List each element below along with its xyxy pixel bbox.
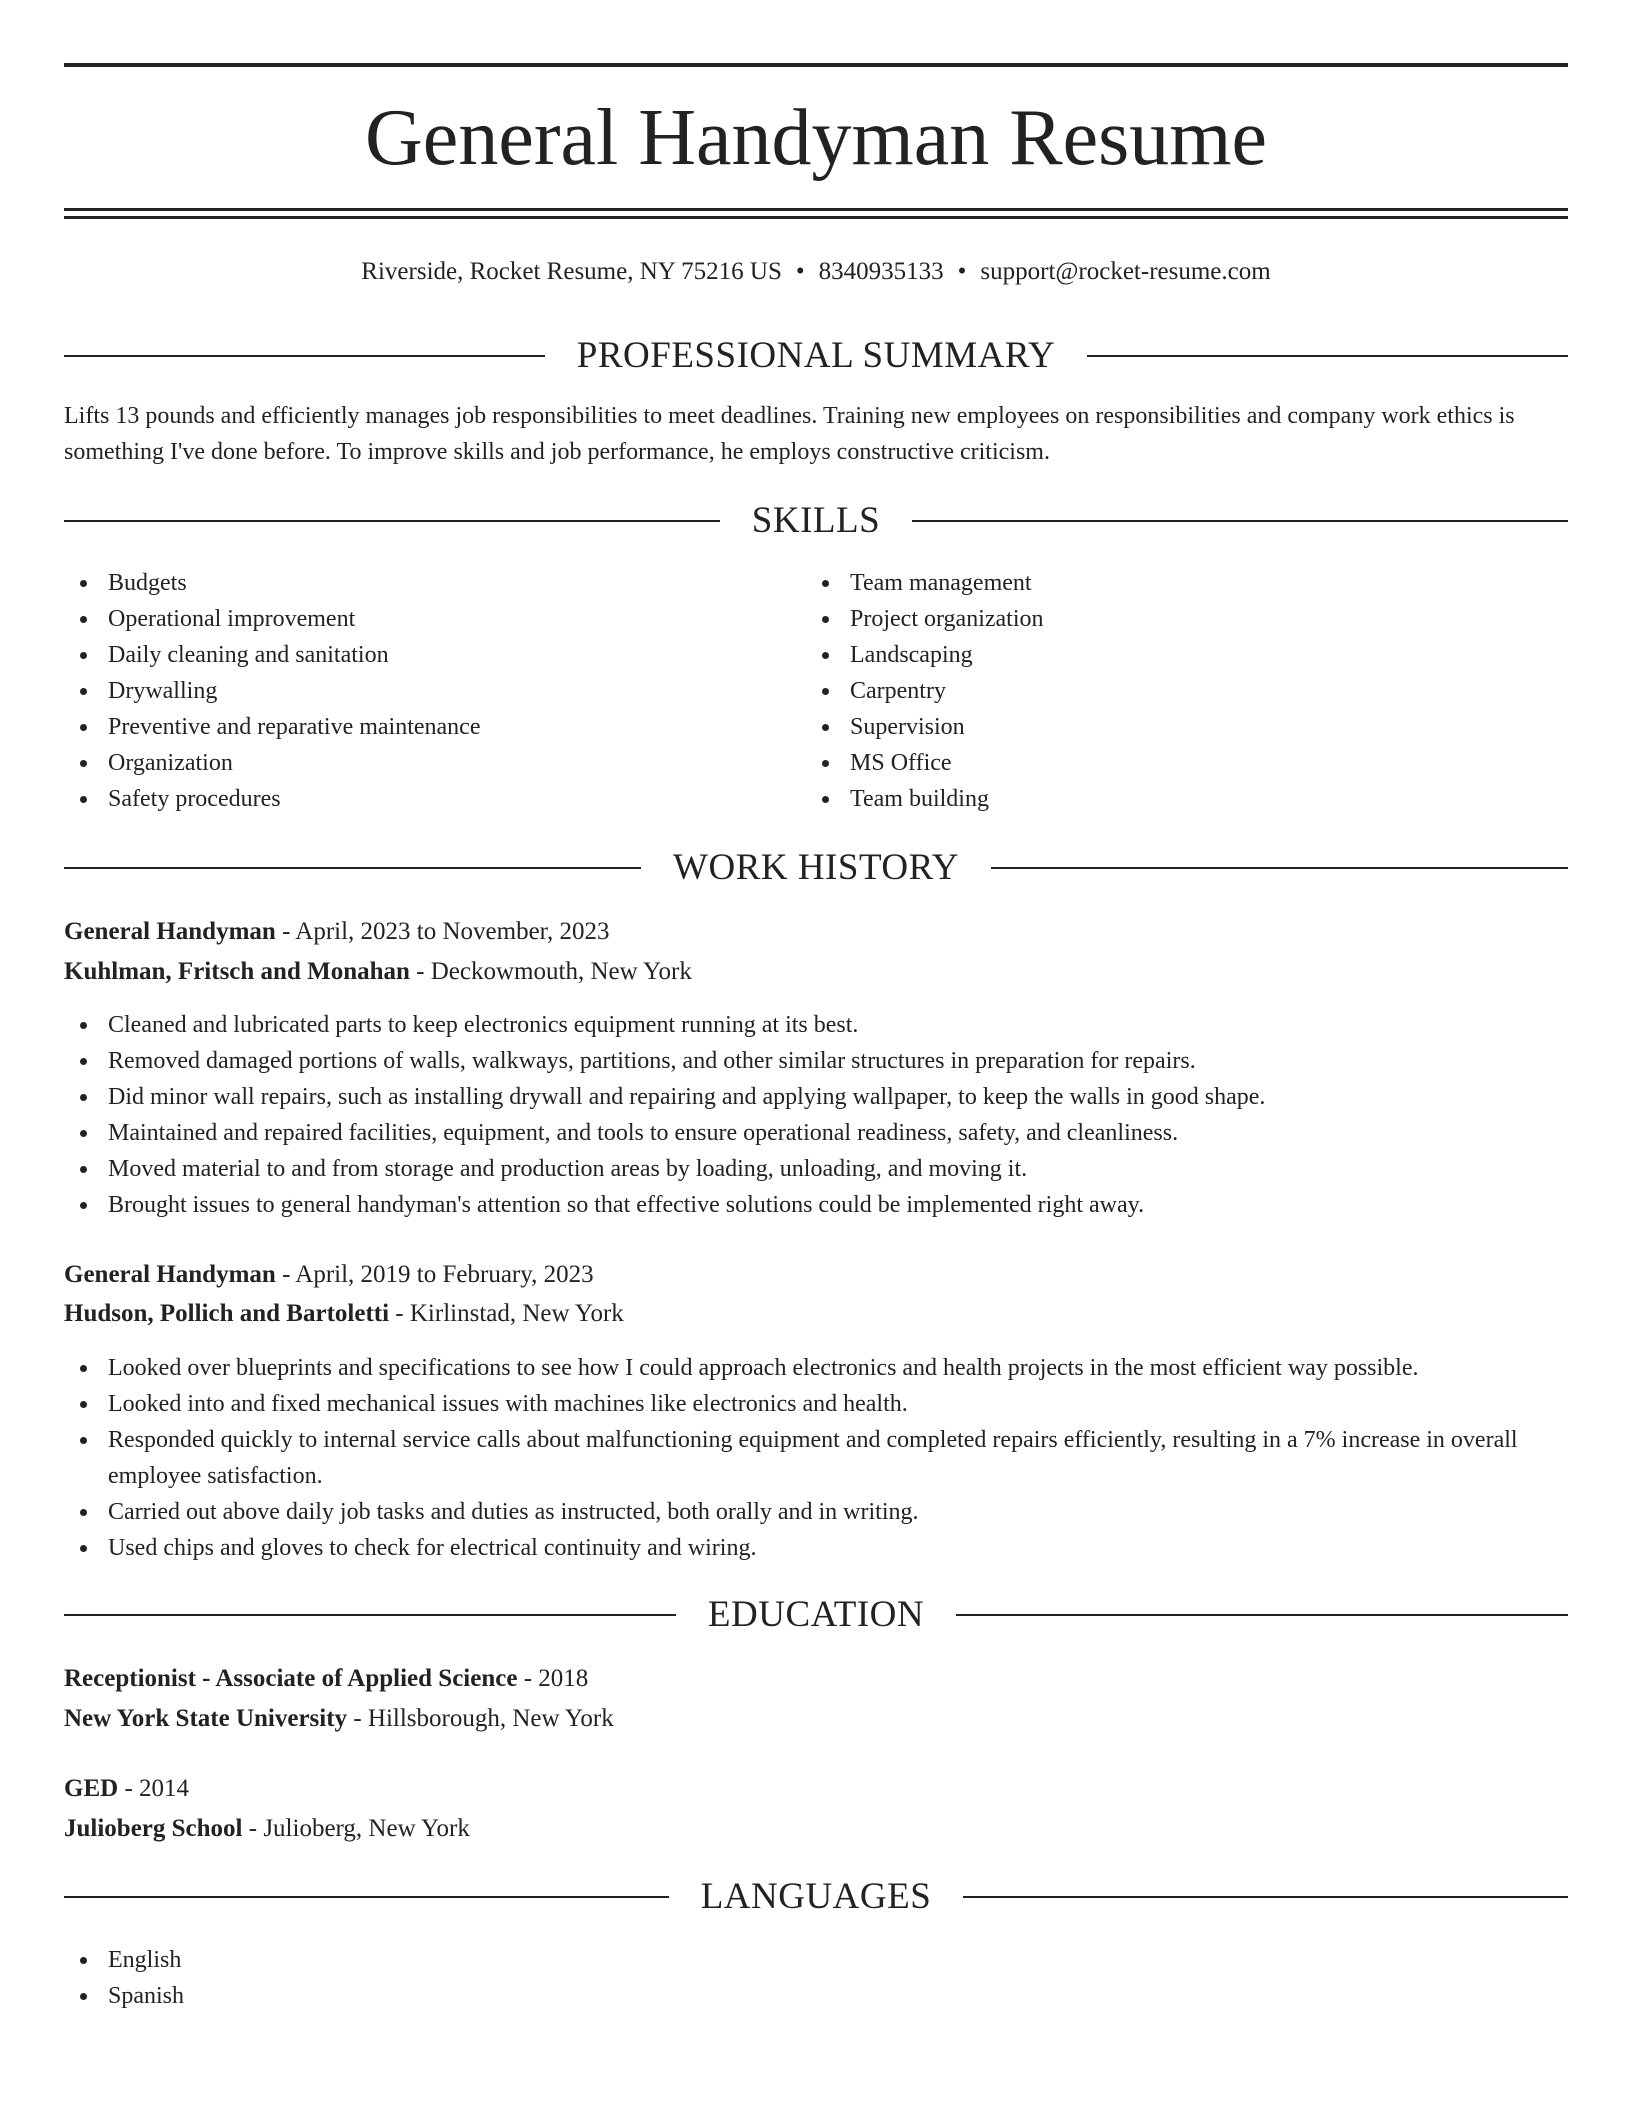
job-bullet: Removed damaged portions of walls, walkways, partitions, and other similar structures in preparation for repairs. bbox=[64, 1043, 1568, 1079]
contact-email: support@rocket-resume.com bbox=[980, 258, 1271, 285]
skill-item: Budgets bbox=[64, 565, 480, 601]
skill-item: Organization bbox=[64, 745, 480, 781]
job-bullet: Brought issues to general handyman's attention so that effective solutions could be implemented right away. bbox=[64, 1187, 1568, 1223]
skill-item: Carpentry bbox=[806, 673, 1044, 709]
top-rule bbox=[64, 63, 1568, 67]
education-degree-line bbox=[64, 1770, 1568, 1808]
skill-item: Landscaping bbox=[806, 637, 1044, 673]
summary-text: Lifts 13 pounds and efficiently manages job responsibilities to meet deadlines. Training new employees on responsibilities and company work ethics is something I've done before. To improve skills and job performance, he employs constructive criticism. bbox=[64, 403, 1515, 465]
education-school: Julioberg School bbox=[64, 1815, 243, 1842]
section-heading-education bbox=[64, 1593, 1568, 1637]
job-location: - Deckowmouth, New York bbox=[409, 958, 692, 985]
language-item: English bbox=[64, 1942, 1568, 1978]
job-bullet: Responded quickly to internal service calls about malfunctioning equipment and completed repairs efficiently, resulting in a 7% increase in overall employee satisfaction. bbox=[64, 1422, 1568, 1494]
section-heading-skills bbox=[64, 499, 1568, 543]
job-bullet: Looked into and fixed mechanical issues with machines like electronics and health. bbox=[64, 1386, 1568, 1422]
job-title-line bbox=[64, 1256, 1568, 1294]
job-bullets bbox=[64, 1350, 1568, 1566]
section-heading-work bbox=[64, 846, 1568, 890]
skills-list-left bbox=[64, 565, 480, 817]
job-bullet: Carried out above daily job tasks and duties as instructed, both orally and in writing. bbox=[64, 1494, 1568, 1530]
skill-item: Preventive and reparative maintenance bbox=[64, 709, 480, 745]
skill-item: Operational improvement bbox=[64, 601, 480, 637]
job-dates: - April, 2023 to November, 2023 bbox=[275, 918, 610, 945]
job-title: General Handyman bbox=[64, 1261, 276, 1288]
job-title: General Handyman bbox=[64, 918, 276, 945]
job-title-line bbox=[64, 913, 1568, 951]
education-location: - Hillsborough, New York bbox=[347, 1705, 614, 1732]
education-school: New York State University bbox=[64, 1705, 348, 1732]
job-bullet: Did minor wall repairs, such as installing drywall and repairing and applying wallpaper, to keep the walls in good shape. bbox=[64, 1079, 1568, 1115]
job-location: - Kirlinstad, New York bbox=[389, 1300, 624, 1327]
contact-phone: 8340935133 bbox=[818, 258, 944, 285]
section-heading-label: SKILLS bbox=[751, 500, 881, 541]
section-heading-label: WORK HISTORY bbox=[673, 847, 959, 888]
resume-title: General Handyman Resume bbox=[365, 94, 1267, 182]
education-school-line bbox=[64, 1700, 1568, 1738]
skill-item: MS Office bbox=[806, 745, 1044, 781]
job-bullet: Maintained and repaired facilities, equipment, and tools to ensure operational readiness, safety, and cleanliness. bbox=[64, 1115, 1568, 1151]
contact-line bbox=[64, 255, 1568, 289]
job-company-line bbox=[64, 1295, 1568, 1333]
job-bullet: Used chips and gloves to check for electrical continuity and wiring. bbox=[64, 1530, 1568, 1566]
education-degree-line bbox=[64, 1660, 1568, 1698]
skill-item: Team management bbox=[806, 565, 1044, 601]
job-dates: - April, 2019 to February, 2023 bbox=[275, 1261, 594, 1288]
section-heading-label: PROFESSIONAL SUMMARY bbox=[576, 335, 1056, 376]
skill-item: Project organization bbox=[806, 601, 1044, 637]
job-bullet: Cleaned and lubricated parts to keep electronics equipment running at its best. bbox=[64, 1007, 1568, 1043]
contact-separator: • bbox=[795, 258, 805, 285]
education-degree: GED bbox=[64, 1775, 119, 1802]
section-heading-summary bbox=[64, 334, 1568, 378]
job-bullet: Looked over blueprints and specifications to see how I could approach electronics and health projects in the most efficient way possible. bbox=[64, 1350, 1568, 1386]
education-year: - 2018 bbox=[517, 1665, 589, 1692]
job-company: Hudson, Pollich and Bartoletti bbox=[64, 1300, 390, 1327]
skill-item: Daily cleaning and sanitation bbox=[64, 637, 480, 673]
skill-item: Team building bbox=[806, 781, 1044, 817]
skill-item: Drywalling bbox=[64, 673, 480, 709]
skill-item: Safety procedures bbox=[64, 781, 480, 817]
language-item: Spanish bbox=[64, 1978, 1568, 2014]
contact-address: Riverside, Rocket Resume, NY 75216 US bbox=[361, 258, 782, 285]
job-company-line bbox=[64, 953, 1568, 991]
job-company: Kuhlman, Fritsch and Monahan bbox=[64, 958, 410, 985]
education-degree: Receptionist - Associate of Applied Science bbox=[64, 1665, 518, 1692]
job-bullet: Moved material to and from storage and production areas by loading, unloading, and moving it. bbox=[64, 1151, 1568, 1187]
section-heading-label: LANGUAGES bbox=[700, 1876, 932, 1917]
skill-item: Supervision bbox=[806, 709, 1044, 745]
section-heading-languages bbox=[64, 1875, 1568, 1919]
section-heading-label: EDUCATION bbox=[707, 1594, 925, 1635]
education-school-line bbox=[64, 1810, 1568, 1848]
education-year: - 2014 bbox=[118, 1775, 190, 1802]
title-rule-upper bbox=[64, 208, 1568, 211]
job-bullets bbox=[64, 1007, 1568, 1223]
languages-list bbox=[64, 1942, 1568, 2014]
education-location: - Julioberg, New York bbox=[242, 1815, 470, 1842]
title-rule-lower bbox=[64, 216, 1568, 219]
contact-separator: • bbox=[957, 258, 967, 285]
skills-list-right bbox=[806, 565, 1044, 817]
